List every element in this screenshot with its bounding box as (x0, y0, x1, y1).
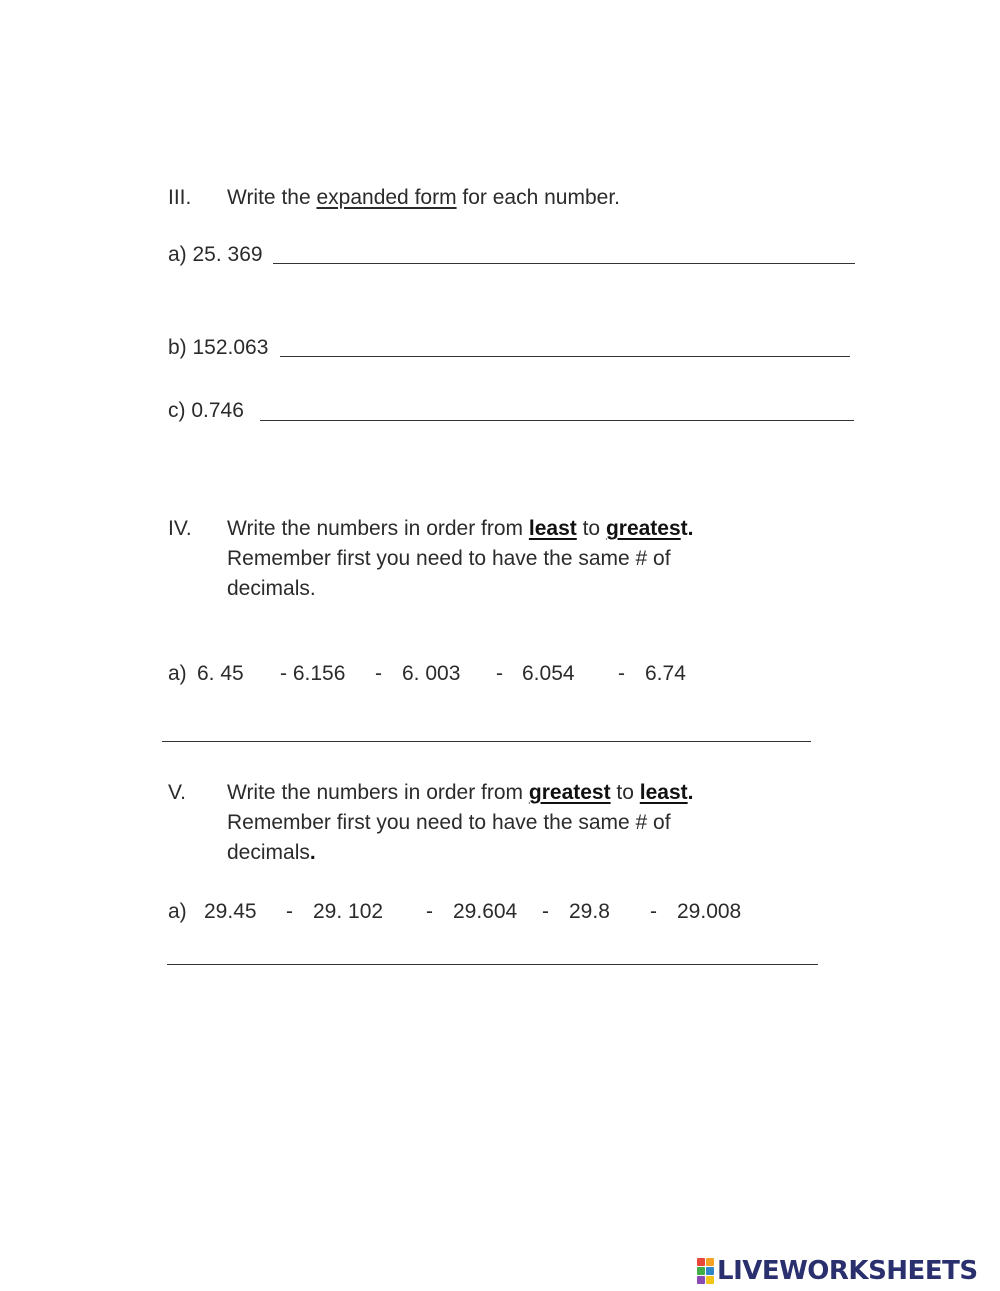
logo-square (697, 1276, 705, 1284)
s5-number: 29. 102 (313, 900, 384, 923)
section5-instruction-line1 (227, 781, 694, 805)
answer-line-3a[interactable] (273, 263, 855, 264)
answer-line-3b[interactable] (280, 356, 850, 357)
s5-separator: - (542, 900, 549, 923)
s4-number: 6.054 (522, 662, 575, 685)
logo-square (697, 1258, 705, 1266)
s5-l3-text: decimals (227, 841, 310, 864)
s5-number: 29.008 (677, 900, 742, 923)
answer-line-4a[interactable] (162, 741, 811, 742)
logo-mark-icon (697, 1258, 714, 1284)
section3-instruction-before: Write the (227, 186, 317, 209)
expanded-form-term: expanded form (316, 186, 457, 209)
liveworksheets-logo (697, 1257, 978, 1285)
s5-l3-period: . (309, 841, 316, 864)
logo-square (706, 1267, 714, 1275)
item-4a-label: a) (168, 662, 187, 685)
item-3a-label: a) 25. 369 (168, 243, 263, 266)
section3-instruction-after: for each number. (456, 186, 621, 209)
s4-l1-mid: to (576, 517, 606, 540)
s5-number: 29.604 (453, 900, 518, 923)
s4-separator: - (618, 662, 625, 685)
item-3b-label: b) 152.063 (168, 336, 269, 359)
item-5a-label: a) (168, 900, 187, 923)
section4-instruction-line3: decimals. (227, 577, 316, 600)
s5-number: 29.45 (204, 900, 257, 923)
section3-numeral: III. (168, 186, 192, 209)
s4-number: 6.74 (645, 662, 686, 685)
s4-greatest-rest: t. (680, 517, 694, 540)
section4-numeral: IV. (168, 517, 192, 540)
logo-square (706, 1258, 714, 1266)
section5-instruction-line2: Remember first you need to have the same # of (227, 811, 671, 834)
answer-line-3c[interactable] (260, 420, 854, 421)
s4-separator: - (375, 662, 382, 685)
s5-separator: - (426, 900, 433, 923)
s5-least-term: least (639, 781, 688, 804)
s5-l1-mid: to (610, 781, 640, 804)
logo-square (697, 1267, 705, 1275)
section4-instruction-line2: Remember first you need to have the same # of (227, 547, 671, 570)
logo-text: LIVEWORKSHEETS (717, 1256, 978, 1286)
s4-greatest-term: greates (605, 517, 681, 540)
s5-least-rest: . (687, 781, 694, 804)
section4-instruction-line1 (227, 517, 694, 541)
s4-l1-before: Write the numbers in order from (227, 517, 529, 540)
logo-square (706, 1276, 714, 1284)
s5-l1-before: Write the numbers in order from (227, 781, 529, 804)
answer-line-5a[interactable] (167, 964, 818, 965)
s5-number: 29.8 (569, 900, 610, 923)
s5-separator: - (650, 900, 657, 923)
s4-number: 6. 45 (197, 662, 244, 685)
s5-separator: - (286, 900, 293, 923)
s4-number: 6. 003 (402, 662, 461, 685)
s4-separator: - (496, 662, 503, 685)
section5-numeral: V. (168, 781, 186, 804)
section5-instruction-line3 (227, 841, 316, 865)
section3-instruction (227, 186, 620, 210)
s4-number: - 6.156 (280, 662, 346, 685)
s4-least-term: least (528, 517, 577, 540)
item-3c-label: c) 0.746 (168, 399, 244, 422)
s5-greatest-term: greatest (528, 781, 611, 804)
